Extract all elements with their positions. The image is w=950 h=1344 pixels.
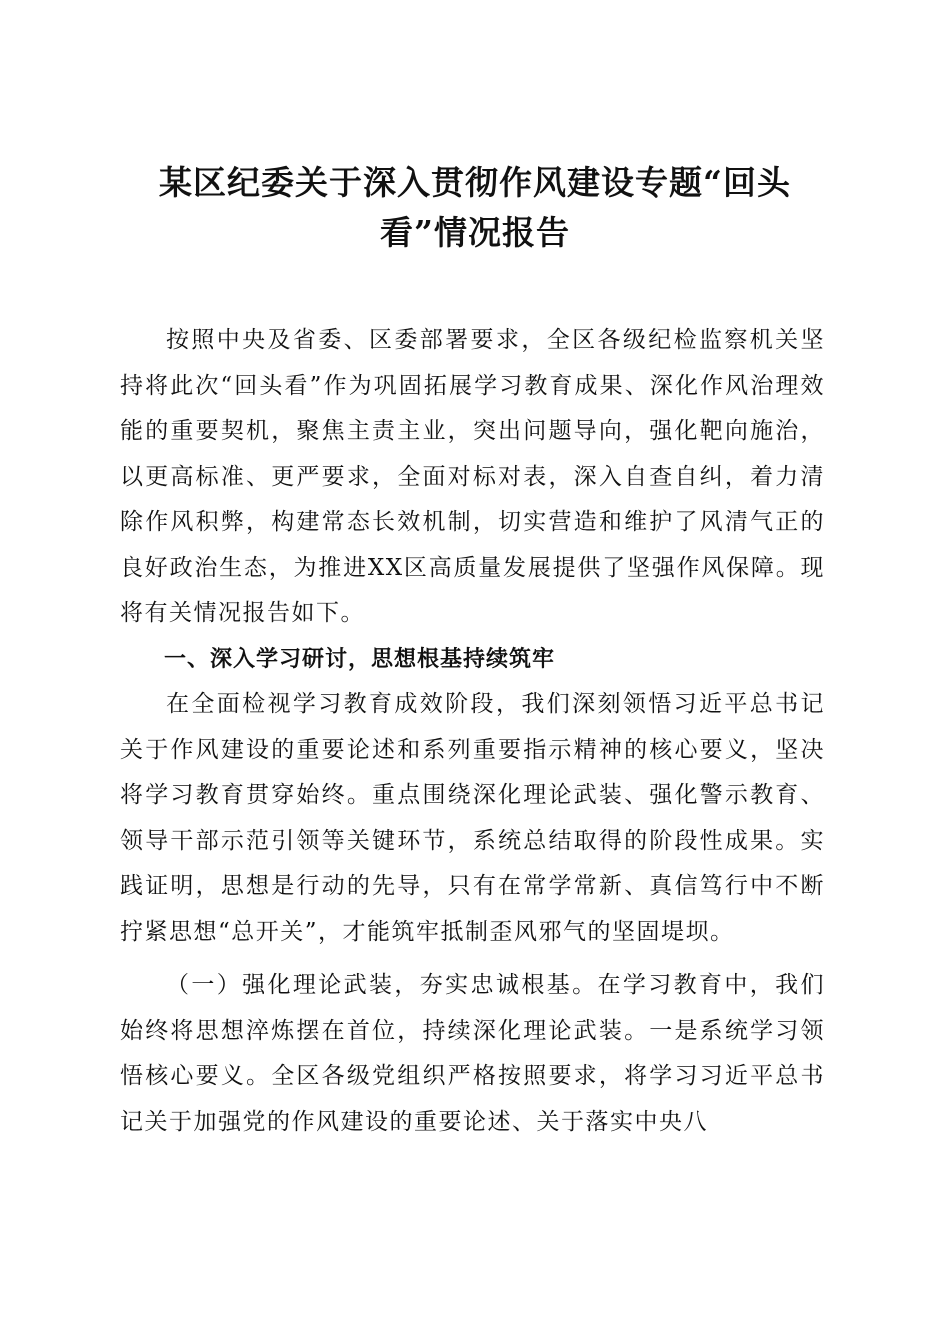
document-body (120, 318, 825, 1145)
document-title: 某区纪委关于深入贯彻作风建设专题“回头看”情况报告 (159, 163, 791, 252)
subsection-paragraph: （一）强化理论武装，夯实忠诚根基。在学习教育中，我们始终将思想淬炼摆在首位，持续深化理论武装。一是系统学习领悟核心要义。全区各级党组织严格按照要求，将学习习近平总书记关于加强党的作风建设的重要论述、关于落实中央八 (120, 972, 825, 1135)
section-heading: 一、深入学习研讨，思想根基持续筑牢 (164, 646, 556, 672)
section-paragraph: 在全面检视学习教育成效阶段，我们深刻领悟习近平总书记关于作风建设的重要论述和系列重要指示精神的核心要义，坚决将学习教育贯穿始终。重点围绕深化理论武装、强化警示教育、领导干部示范引领等关键环节，系统总结取得的阶段性成果。实践证明，思想是行动的先导，只有在常学常新、真信笃行中不断拧紧思想“总开关”，才能筑牢抵制歪风邪气的坚固堤坝。 (120, 691, 825, 945)
paragraph-gap (120, 955, 825, 963)
intro-paragraph: 按照中央及省委、区委部署要求，全区各级纪检监察机关坚持将此次“回头看”作为巩固拓展学习教育成果、深化作风治理效能的重要契机，聚焦主责主业，突出问题导向，强化靶向施治，以更高标准、更严要求，全面对标对表，深入自查自纠，着力清除作风积弊，构建常态长效机制，切实营造和维护了风清气正的良好政治生态，为推进XX区高质量发展提供了坚强作风保障。现将有关情况报告如下。 (120, 327, 825, 626)
